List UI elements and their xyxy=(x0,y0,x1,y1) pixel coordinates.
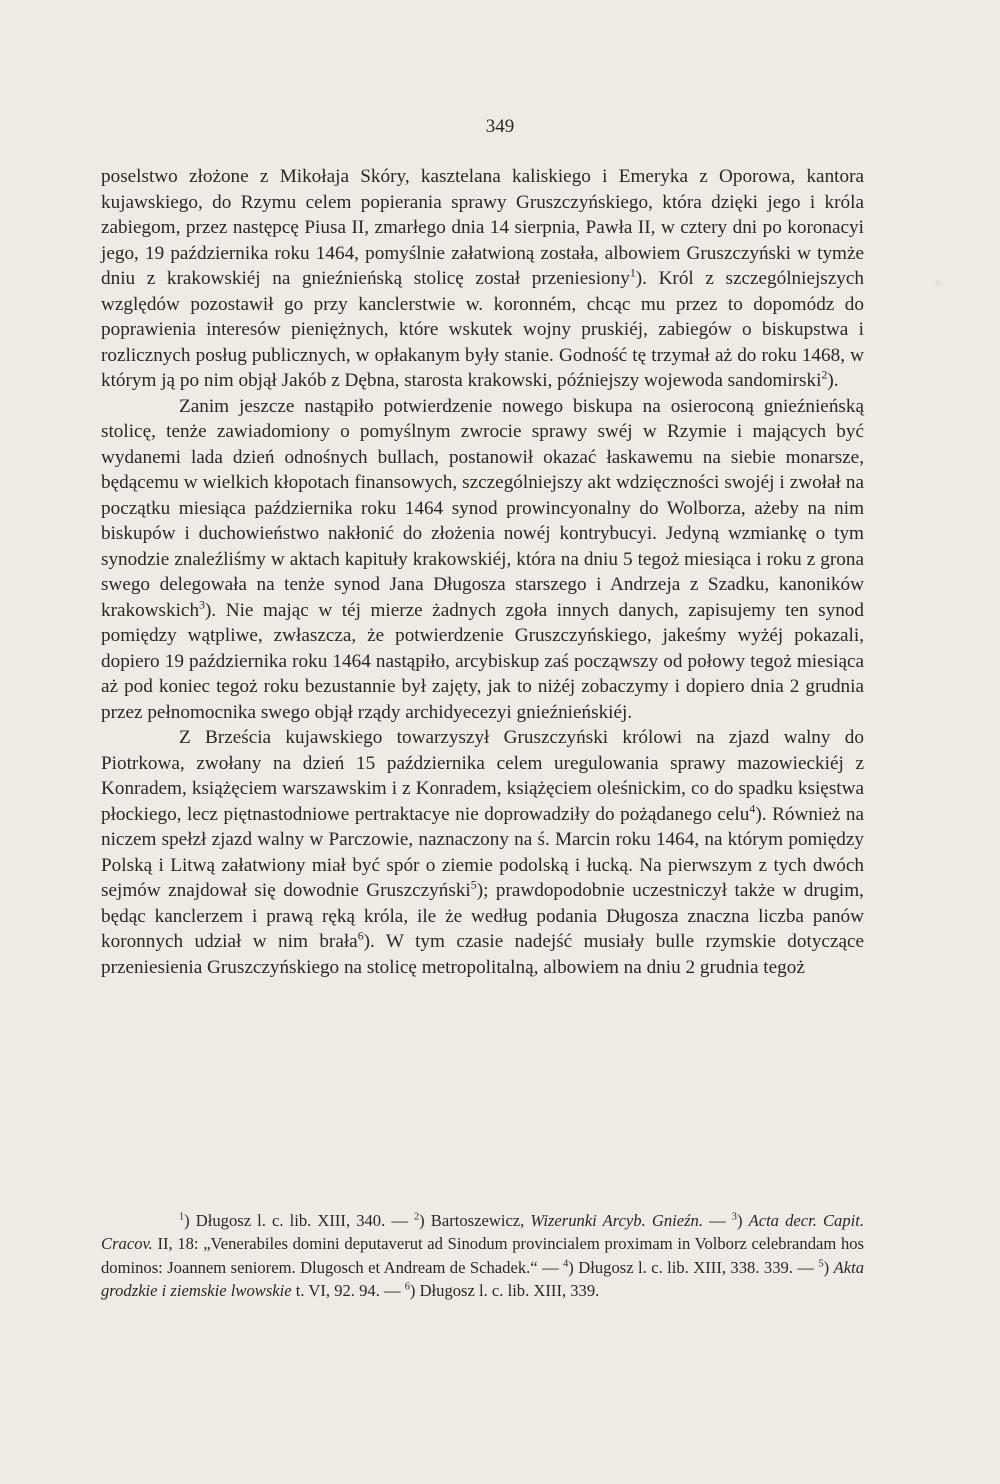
text-run: Zanim jeszcze nastąpiło potwierdzenie nowego biskupa na osieroconą gnieźnieńską stolicę, tenże zawiadomiony o pomyślnym zwrocie sprawy swéj w Rzymie i mających być wydanemi lada dzień odnośnych bullach, postanowił okazać łaskawemu na siebie monarsze, będącemu w wielkich kłopotach finansowych, szczególniejszy akt wdzięczności swojéj i zwołał na początku miesiąca października roku 1464 synod prowincyonalny do Wolborza, ażeby na nim biskupów i duchowieństwo nakłonić do złożenia nowéj kontrybucyi. Jedyną wzmiankę o tym synodzie znaleźliśmy w aktach kapituły krakowskiéj, która na dniu 5 tegoż miesiąca i roku z grona swego delegowała na tenże synod Jana Długosza starszego i Andrzeja z Szadku, kanoników krakowskich xyxy=(101,395,864,621)
footnote-ref: 4 xyxy=(563,1257,569,1269)
text-run: Z Brześcia kujawskiego towarzyszył Gruszczyński królowi na zjazd walny do Piotrkowa, zwołany na dzień 15 października celem uregulowania sprawy mazowieckiéj z Konradem, książęciem warszawskim i z Konradem, książęciem oleśnickim, co do spadku księstwa płockiego, lecz piętnastodniowe pertraktacye nie doprowadziły do pożądanego celu xyxy=(101,727,864,825)
footnote-ref: 6 xyxy=(357,928,364,943)
text-run: t. VI, 92. 94. — xyxy=(291,1280,405,1300)
text-run: — xyxy=(703,1211,732,1230)
paragraph xyxy=(101,394,864,726)
text-run: ); prawdopodobnie uczestniczył także w drugim, będąc kanclerzem i prawą ręką króla, ile że według podania Długosza znaczna liczba panów koronnych udział w nim brała xyxy=(101,880,864,952)
text-run: ) Długosz l. c. lib. XIII, 338. 339. — xyxy=(568,1257,819,1277)
text-run: ) xyxy=(823,1257,834,1277)
footnote-ref: 1 xyxy=(179,1211,185,1223)
footnote-ref: 3 xyxy=(731,1211,737,1223)
italic-title: Acta decr. Capit. Cracov. xyxy=(101,1211,864,1254)
footnote-ref: 5 xyxy=(470,877,477,892)
footnote-text xyxy=(101,1209,864,1302)
main-text xyxy=(101,164,864,980)
text-run: ). xyxy=(827,370,839,391)
page-number: 349 xyxy=(485,116,515,137)
text-run: ). Król z szczególniejszych względów pozostawił go przy kanclerstwie w. koronném, chcąc mu przez to dopomódz do poprawienia interesów pieniężnych, które wskutek wojny pruskiéj, zabiegów o biskupstwa i rozlicznych posług publicznych, w opłakanym były stanie. Godność tę trzymał aż do roku 1468, w którym ją po nim objął Jakób z Dębna, starosta krakowski, późniejszy wojewoda sandomirski xyxy=(101,268,864,391)
text-run: II, 18: „Venerabiles domini deputaverut ad Sinodum provincialem proximam in Volborz celebrandam hos dominos: Joannem seniorem. Dlugosch et Andream de Schadek.“ — xyxy=(101,1234,864,1277)
footnote-ref: 2 xyxy=(414,1211,420,1223)
footnote-ref: 2 xyxy=(821,367,828,382)
paper-speck xyxy=(935,280,941,286)
text-run: ). Również na niczem spełzł zjazd walny w Parczowie, naznaczony na ś. Marcin roku 1464, na którym pomiędzy Polską i Litwą załatwiony miał być spór o ziemie podolską i łucką. Na pierwszym z tych dwóch sejmów znajdował się dowodnie Gruszczyński xyxy=(101,803,864,901)
italic-title: Akta grodzkie i ziemskie lwowskie xyxy=(101,1257,864,1300)
paragraph xyxy=(101,725,864,980)
text-run: ). W tym czasie nadejść musiały bulle rzymskie dotyczące przeniesienia Gruszczyńskiego na stolicę metropolitalną, albowiem na dniu 2 grudnia tegoż xyxy=(101,931,865,978)
footnotes xyxy=(101,1209,864,1302)
text-run: poselstwo złożone z Mikołaja Skóry, kasztelana kaliskiego i Emeryka z Oporowa, kantora kujawskiego, do Rzymu celem popierania sprawy Gruszczyńskiego, która dzięki jego i króla zabiegom, przez następcę Piusa II, zmarłego dnia 14 sierpnia, Pawła II, w cztery dni po koronacyi jego, 19 października roku 1464, pomyślnie załatwioną została, albowiem Gruszczyński w tymże dniu z krakowskiéj na gnieźnieńską stolicę został przeniesiony xyxy=(101,166,864,289)
text-run: ). Nie mając w téj mierze żadnych zgoła innych danych, zapisujemy ten synod pomiędzy wątpliwe, zwłaszcza, że potwierdzenie Gruszczyńskiego, jakeśmy wyżéj pokazali, dopiero 19 października roku 1464 nastąpiło, arcybiskup zaś począwszy od połowy tegoż miesiąca aż pod koniec tegoż roku bezustannie był zajęty, jak to niżéj zobaczymy i dopiero dnia 2 grudnia przez pełnomocnika swego objął rządy archidyecezyi gnieźnieńskiéj. xyxy=(101,599,864,723)
text-run: ) Bartoszewicz, xyxy=(419,1211,531,1230)
paragraph xyxy=(101,164,864,394)
footnote-ref: 3 xyxy=(199,596,205,611)
footnote-ref: 1 xyxy=(629,265,636,280)
text-run: ) xyxy=(736,1211,749,1230)
text-run: ) Długosz l. c. lib. XIII, 339. xyxy=(409,1280,600,1300)
footnote-ref: 5 xyxy=(818,1257,824,1269)
footnote-ref: 4 xyxy=(749,800,756,815)
text-run: ) Długosz l. c. lib. XIII, 340. — xyxy=(184,1211,415,1230)
footnote-ref: 6 xyxy=(404,1281,410,1293)
italic-title: Wizerunki Arcyb. Gnieźn. xyxy=(530,1211,703,1230)
